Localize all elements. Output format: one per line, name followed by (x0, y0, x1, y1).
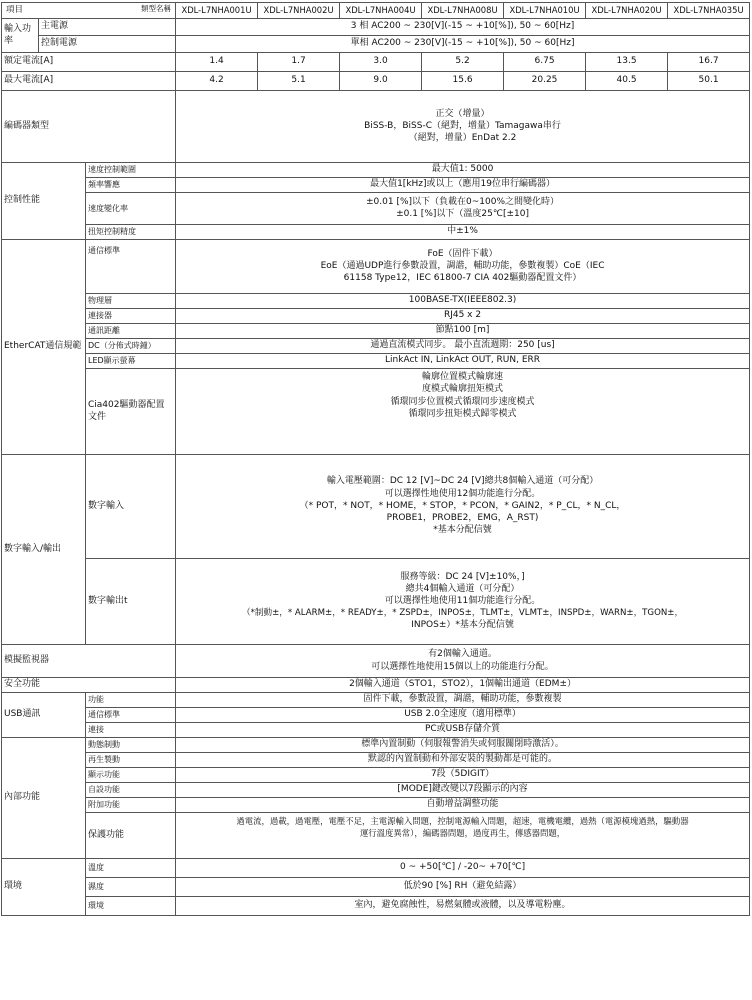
control-row-value: 最大值1: 5000 (176, 163, 750, 178)
speed-variation-line: ±0.01 [%]以下（負載在0~100%之間變化時） (366, 196, 560, 207)
ethercat-row-value: 通過直流模式同步。 最小直流週期：250 [us] (176, 339, 750, 354)
internal-row-label: 自設功能 (86, 783, 176, 798)
digital-input-line: 輸入電壓範圍：DC 12 [V]~DC 24 [V]總共8個輸入通道（可分配） (326, 476, 599, 487)
rated-current-value: 1.7 (258, 53, 340, 72)
main-power-value: 3 相 AC200 ~ 230[V](-15 ~ +10[%]), 50 ~ 60[Hz] (176, 19, 750, 36)
comm-standard-line: 61158 Type12，IEC 61800-7 CIA 402驅動器配置文件） (343, 273, 582, 284)
rated-current-value: 5.2 (422, 53, 504, 72)
max-current-value: 20.25 (504, 72, 586, 91)
header-item-label: 項目 (6, 5, 24, 15)
environment-row-value: 室內，避免腐蝕性，易燃氣體或液體，以及導電粉塵。 (176, 897, 750, 916)
control-row-label: 扭矩控制精度 (86, 225, 176, 240)
header-model-label: 類型名稱 (141, 4, 172, 13)
usb-row-label: 通信標準 (86, 708, 176, 723)
safety-label: 安全功能 (2, 678, 176, 693)
model-name: XDL-L7NHA010U (504, 3, 586, 19)
encoder-line: BiSS-B，BiSS-C（絕對，增量）Tamagawa串行 (364, 120, 561, 131)
cia402-line: 度模式輪廓扭矩模式 (422, 384, 504, 395)
ethercat-row-value: 100BASE-TX(IEEE802.3) (176, 294, 750, 309)
control-row-value (176, 193, 750, 225)
environment-row-value: 低於90 [%] RH（避免結露） (176, 878, 750, 897)
rated-current-value: 16.7 (668, 53, 750, 72)
ethercat-row-value: RJ45 x 2 (176, 309, 750, 324)
rated-current-value: 13.5 (586, 53, 668, 72)
control-power-label: 控制電源 (39, 36, 176, 53)
comm-standard-line: EoE（通過UDP進行參數設置，調諧，輔助功能，參數複製）CoE（IEC (320, 260, 605, 271)
comm-standard-line: FoE（固件下載） (427, 248, 498, 259)
rated-current-value: 1.4 (176, 53, 258, 72)
analog-monitor-value (176, 645, 750, 678)
ethercat-label: EtherCAT通信規範 (2, 240, 86, 455)
internal-row-value: [MODE]鍵改變以7段顯示的內容 (176, 783, 750, 798)
digital-input-line: （* POT，* NOT，* HOME，* STOP，* PCON，* GAIN2，* P_CL，* N_CL， (299, 500, 626, 511)
digital-input-line: PROBE1，PROBE2，EMG，A_RST) (386, 513, 539, 524)
control-row-value: 中±1% (176, 225, 750, 240)
digital-output-line: 服務等級：DC 24 [V]±10%，] (400, 571, 525, 582)
control-power-value: 單相 AC200 ~ 230[V](-15 ~ +10[%]), 50 ~ 60[Hz] (176, 36, 750, 53)
ethercat-row-label: DC（分佈式時鐘） (86, 339, 176, 354)
control-row-label: 頻率響應 (86, 178, 176, 193)
internal-row-value: 標準內置制動（伺服報警消失或伺服關閉時激活）。 (176, 738, 750, 753)
internal-row-value: 默認的內置制動和外部安裝的製動都是可能的。 (176, 753, 750, 768)
header-row (2, 3, 750, 19)
analog-monitor-line: 可以選擇性地使用15個以上的功能進行分配。 (371, 661, 554, 672)
speed-variation-line: ±0.1 [%]以下（溫度25℃[±10] (396, 209, 529, 219)
protection-value (176, 813, 750, 859)
internal-row-value: 自動增益調整功能 (176, 798, 750, 813)
encoder-line: （絕對，增量）EnDat 2.2 (408, 133, 517, 144)
internal-row-label: 顯示功能 (86, 768, 176, 783)
internal-functions-label: 內部功能 (2, 738, 86, 859)
digital-io-label: 數字輸入/輸出 (2, 455, 86, 645)
model-name: XDL-L7NHA008U (422, 3, 504, 19)
ethercat-row-label: 通訊距離 (86, 324, 176, 339)
spec-table (1, 2, 750, 916)
digital-output-line: 總共4個輸入通道（可分配） (405, 583, 520, 594)
internal-row-value: 7段（5DIGIT） (176, 768, 750, 783)
internal-row-label: 再生製動 (86, 753, 176, 768)
control-performance-label: 控制性能 (2, 163, 86, 240)
max-current-value: 4.2 (176, 72, 258, 91)
control-row-label: 速度變化率 (86, 193, 176, 225)
digital-output-line: 可以選擇性地使用11個功能進行分配。 (384, 596, 541, 607)
safety-value: 2個輸入通道（STO1，STO2），1個輸出通道（EDM±） (176, 678, 750, 693)
usb-row-value: PC或USB存儲介質 (176, 723, 750, 738)
max-current-value: 15.6 (422, 72, 504, 91)
usb-row-label: 連接 (86, 723, 176, 738)
usb-row-label: 功能 (86, 693, 176, 708)
encoder-value (176, 91, 750, 163)
cia402-value (176, 369, 750, 455)
ethercat-row-label: 連接器 (86, 309, 176, 324)
input-power-label: 輸入功率 (2, 19, 39, 53)
cia402-label: Cia402驅動器配置文件 (86, 369, 176, 455)
header-diagonal-cell (2, 3, 176, 19)
environment-row-label: 濕度 (86, 878, 176, 897)
max-current-value: 9.0 (340, 72, 422, 91)
usb-row-value: USB 2.0全速度（適用標準） (176, 708, 750, 723)
model-name: XDL-L7NHA002U (258, 3, 340, 19)
protection-line: 過電流，過載，過電壓，電壓不足，主電源輸入問題，控制電源輸入問題，超速，電機電纜，過熱（電源模塊過熱，驅動器 (236, 816, 689, 826)
ethercat-row-label: LED顯示螢幕 (86, 354, 176, 369)
cia402-line: 輪廓位置模式輪廓速 (422, 372, 504, 382)
model-name: XDL-L7NHA004U (340, 3, 422, 19)
environment-row-value: 0 ~ +50[℃] / -20~ +70[℃] (176, 859, 750, 878)
ethercat-row-value: LinkAct IN, LinkAct OUT, RUN, ERR (176, 354, 750, 369)
digital-input-label: 數字輸入 (86, 455, 176, 559)
digital-output-line: （*制動±，* ALARM±，* READY±，* ZSPD±，INPOS±，TLMT±，VLMT±，INSPD±，WARN±，TGON±， (241, 608, 684, 619)
cia402-line: 循環同步位置模式循環同步速度模式 (390, 396, 535, 407)
analog-monitor-line: 有2個輸入通道。 (428, 649, 497, 660)
digital-output-label: 數字輸出t (86, 559, 176, 645)
ethercat-row-label: 物理層 (86, 294, 176, 309)
comm-standard-label: 通信標準 (86, 240, 176, 294)
max-current-value: 40.5 (586, 72, 668, 91)
model-name: XDL-L7NHA020U (586, 3, 668, 19)
environment-row-label: 環境 (86, 897, 176, 916)
control-row-label: 速度控制範圍 (86, 163, 176, 178)
comm-standard-value (176, 240, 750, 294)
max-current-label: 最大電流[A] (2, 72, 176, 91)
usb-row-value: 固件下載，參數設置，調諧，輔助功能，參數複製 (176, 693, 750, 708)
encoder-line: 正交（增量） (435, 108, 490, 119)
digital-input-line: 可以選擇性地使用12個功能進行分配。 (384, 488, 541, 499)
cia402-line: 循環同步扭矩模式歸零模式 (408, 408, 517, 419)
analog-monitor-label: 模擬監視器 (2, 645, 176, 678)
rated-current-value: 3.0 (340, 53, 422, 72)
encoder-label: 編碼器類型 (2, 91, 176, 163)
max-current-value: 5.1 (258, 72, 340, 91)
rated-current-label: 額定電流[A] (2, 53, 176, 72)
environment-label: 環境 (2, 859, 86, 916)
environment-row-label: 溫度 (86, 859, 176, 878)
digital-output-line: INPOS±）*基本分配信號 (411, 620, 514, 631)
digital-input-value (176, 455, 750, 559)
model-name: XDL-L7NHA001U (176, 3, 258, 19)
internal-row-label: 附加功能 (86, 798, 176, 813)
model-name: XDL-L7NHA035U (668, 3, 750, 19)
rated-current-value: 6.75 (504, 53, 586, 72)
internal-row-label: 動態制動 (86, 738, 176, 753)
control-row-value: 最大值1[kHz]或以上（應用19位串行編碼器） (176, 178, 750, 193)
ethercat-row-value: 節點100 [m] (176, 324, 750, 339)
usb-label: USB通訊 (2, 693, 86, 738)
digital-output-value (176, 559, 750, 645)
max-current-value: 50.1 (668, 72, 750, 91)
protection-label: 保護功能 (86, 813, 176, 859)
main-power-label: 主電源 (39, 19, 176, 36)
protection-line: 運行溫度異常），編碼器問題，過度再生，傳感器問題， (359, 827, 566, 838)
digital-input-line: *基本分配信號 (433, 525, 492, 536)
